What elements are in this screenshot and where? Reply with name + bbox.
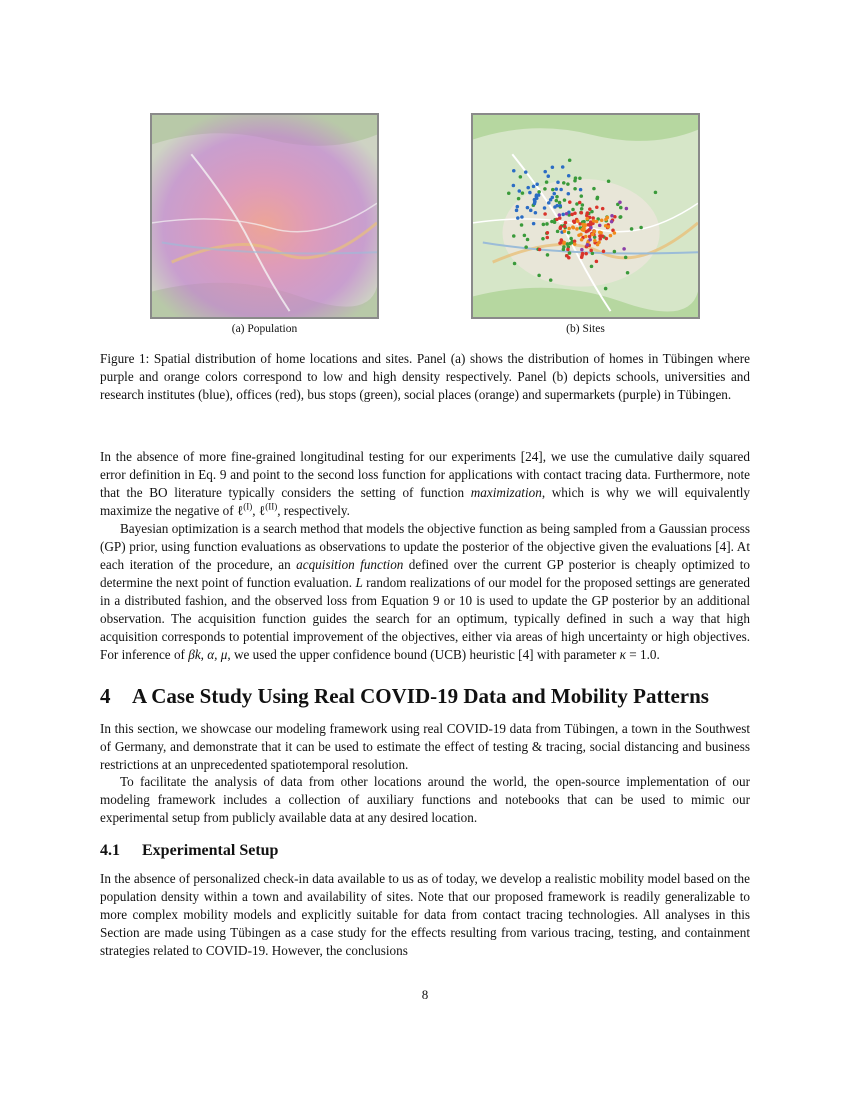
population-map [150,113,379,319]
site-marker [546,231,550,235]
site-marker [575,227,579,231]
site-marker [537,274,541,278]
site-marker [610,220,614,224]
site-marker [618,201,622,205]
section-title: A Case Study Using Real COVID-19 Data and Mobility Patterns [132,684,709,708]
site-marker [630,227,634,231]
site-marker [532,185,536,189]
site-marker [626,271,630,275]
site-marker [613,231,617,235]
paragraph-bayesian-optimization: Bayesian optimization is a search method that models the objective function as being sampled from a Gaussian process (GP) prior, using function evaluations as observations to update the posterior of the objective given the evaluations [4]. At each iteration of the procedure, an acquisition function defined over the current GP posterior is cheaply optimized to determine the next point of function evaluation. L random realizations of our model for the proposed settings are generated in a distributed fashion, and the observed loss from Equation 9 or 10 is used to update the GP posterior by an additional observation. The acquisition function guides the search for an optimum, typically defined in such a way that high acquisition corresponds to potential improvement of the objectives, either via areas of high uncertainty or high objectives. For inference of βk, α, μ, we used the upper confidence bound (UCB) heuristic [4] with parameter κ = 1.0. [100,521,750,662]
site-marker [555,218,559,222]
site-marker [588,238,592,242]
site-marker [551,188,555,192]
site-marker [563,225,567,229]
site-marker [566,248,570,252]
site-marker [546,236,550,240]
site-marker [558,213,562,217]
site-marker [568,242,572,246]
site-marker [545,180,549,184]
panel-a-caption: (a) Population [231,323,298,335]
site-marker [526,206,530,210]
site-marker [589,226,593,230]
site-marker [547,201,551,205]
site-marker [558,201,562,205]
site-marker [586,217,590,221]
site-marker [553,205,557,209]
site-marker [619,206,623,210]
site-marker [538,248,542,252]
site-marker [558,204,562,208]
site-marker [567,192,571,196]
site-marker [543,206,547,210]
site-marker [576,219,580,223]
site-marker [532,222,536,226]
site-marker [584,235,588,239]
site-marker [518,189,522,193]
site-marker [535,182,539,186]
site-marker [512,234,516,238]
site-marker [535,195,539,199]
site-marker [565,212,569,216]
site-marker [595,220,599,224]
site-marker [580,207,584,211]
site-marker [549,278,553,282]
site-marker [573,242,577,246]
site-marker [605,237,609,241]
site-marker [593,230,597,234]
site-marker [604,224,608,228]
site-marker [624,256,628,260]
paragraph-experimental-setup: In the absence of personalized check-in data available to us as of today, we develop a realistic mobility model based on the population density within a town and availability of sites. Note that our proposed framework is readily generalizable to more complex mobility models and explicitly suitable for data from contact tracing technologies. All analyses in this Section are made using Tübingen as a case study for the effects resulting from various tracing, testing, and containment strategies related to COVID-19. However, the conclusions [100,871,750,958]
site-marker [571,208,575,212]
site-marker [592,187,596,191]
site-marker [567,227,571,231]
site-marker [595,206,599,210]
site-marker [562,248,566,252]
site-marker [568,251,572,255]
site-marker [572,220,576,224]
site-marker [577,233,581,237]
site-marker [590,265,594,269]
site-marker [516,205,520,209]
site-marker [580,238,584,242]
site-marker [526,238,530,242]
site-marker [543,187,547,191]
site-marker [613,250,617,254]
site-marker [580,194,584,198]
site-marker [606,216,610,220]
site-marker [524,245,528,249]
site-marker [570,213,574,217]
site-marker [553,221,557,225]
section-number: 4 [100,684,111,708]
section-heading [100,684,760,709]
site-marker [567,231,571,235]
population-density-image [152,115,377,317]
site-marker [543,170,547,174]
site-marker [654,191,658,195]
site-marker [622,247,626,251]
site-marker [604,287,608,291]
site-marker [523,234,527,238]
site-marker [571,225,575,229]
site-marker [601,207,605,211]
site-marker [551,166,555,170]
site-marker [639,226,643,230]
sites-map [471,113,700,319]
site-marker [542,223,546,227]
site-marker [563,198,567,202]
panel-b-caption: (b) Sites [566,323,605,335]
site-marker [601,234,605,238]
site-marker [555,195,559,199]
site-marker [619,215,623,219]
site-marker [593,239,597,243]
site-marker [583,224,587,228]
site-marker [537,190,541,194]
site-marker [546,174,550,178]
paragraph-section-intro: In this section, we showcase our modeling framework using real COVID-19 data from Tübingen, a town in the Southwest of Germany, and demonstrate that it can be used to estimate the effect of testing & tracing, social distancing and business restrictions at an unprecedented spatiotemporal resolution. [100,721,750,772]
site-marker [597,241,601,245]
site-marker [578,176,582,180]
site-marker [533,198,537,202]
site-marker [561,165,565,169]
site-marker [625,207,629,211]
site-marker [529,209,533,213]
site-marker [551,196,555,200]
site-marker [526,186,530,190]
site-marker [581,203,585,207]
site-marker [598,224,602,228]
site-marker [595,197,599,201]
site-marker [555,187,559,191]
site-marker [579,188,583,192]
site-marker [600,218,604,222]
site-marker [588,223,592,227]
site-marker [524,170,528,174]
site-marker [566,182,570,186]
site-marker [559,188,563,192]
site-marker [610,214,614,218]
site-marker [580,256,584,260]
site-marker [552,192,556,196]
site-marker [607,180,611,184]
site-marker [534,211,538,215]
subsection-heading [100,842,278,860]
figure-caption: Figure 1: Spatial distribution of home locations and sites. Panel (a) shows the distribution of homes in Tübingen where purple and orange colors correspond to low and high density respectively. Panel (b) depicts schools, universities and research institutes (blue), offices (red), bus stops (green), social places (orange) and supermarkets (purple) in Tübingen. [100,351,750,402]
paragraph-loss: In the absence of more fine-grained longitudinal testing for our experiments [24], we use the cumulative daily squared error definition in Eq. 9 and point to the second loss function for applications with contact tracing data. Furthermore, note that the BO literature typically considers the setting of function maximization, which is why we will equivalently maximize the negative of ℓ$^{(I)}$, ℓ$^{(II)}$, respectively. [100,449,750,518]
site-marker [584,252,588,256]
subsection-title: Experimental Setup [142,842,279,859]
site-marker [562,241,566,245]
site-marker [573,187,577,191]
site-marker [564,221,568,225]
site-marker [519,175,523,179]
site-marker [528,191,532,195]
site-marker [516,216,520,220]
site-marker [592,219,596,223]
site-marker [555,199,559,203]
site-marker [541,237,545,241]
site-marker [512,169,516,173]
site-marker [609,234,613,238]
site-marker [556,230,560,234]
site-marker [599,231,603,235]
site-marker [563,229,567,233]
site-marker [561,213,565,217]
site-marker [543,212,547,216]
site-marker [520,223,524,227]
site-marker [588,207,592,211]
paragraph-open-source: To facilitate the analysis of data from other locations around the world, the open-source implementation of our modeling framework includes a collection of auxiliary functions and notebooks that can be used to mimic our experimental setup from publicly available data at any desired location. [100,774,750,825]
site-marker [569,237,573,241]
sites-scatter-image [473,115,698,317]
site-marker [517,197,521,201]
page-number: 8 [421,987,429,1002]
site-marker [520,215,524,219]
site-marker [589,249,593,253]
site-marker [573,179,577,183]
site-marker [521,191,525,195]
site-marker [513,262,517,266]
site-marker [545,222,549,226]
site-marker [586,243,590,247]
site-marker [595,260,599,264]
site-marker [568,158,572,162]
site-marker [562,181,566,185]
site-marker [546,253,550,257]
site-marker [580,248,584,252]
site-marker [588,235,592,239]
site-marker [515,209,519,213]
site-marker [568,200,572,204]
site-marker [578,222,582,226]
site-marker [567,256,571,260]
site-marker [567,174,571,178]
site-marker [585,214,589,218]
site-marker [580,211,584,215]
site-marker [560,238,564,242]
site-marker [558,227,562,231]
site-marker [556,181,560,185]
site-marker [578,201,582,205]
site-marker [512,184,516,188]
site-marker [602,250,606,254]
site-marker [507,191,511,195]
subsection-number: 4.1 [100,842,120,859]
